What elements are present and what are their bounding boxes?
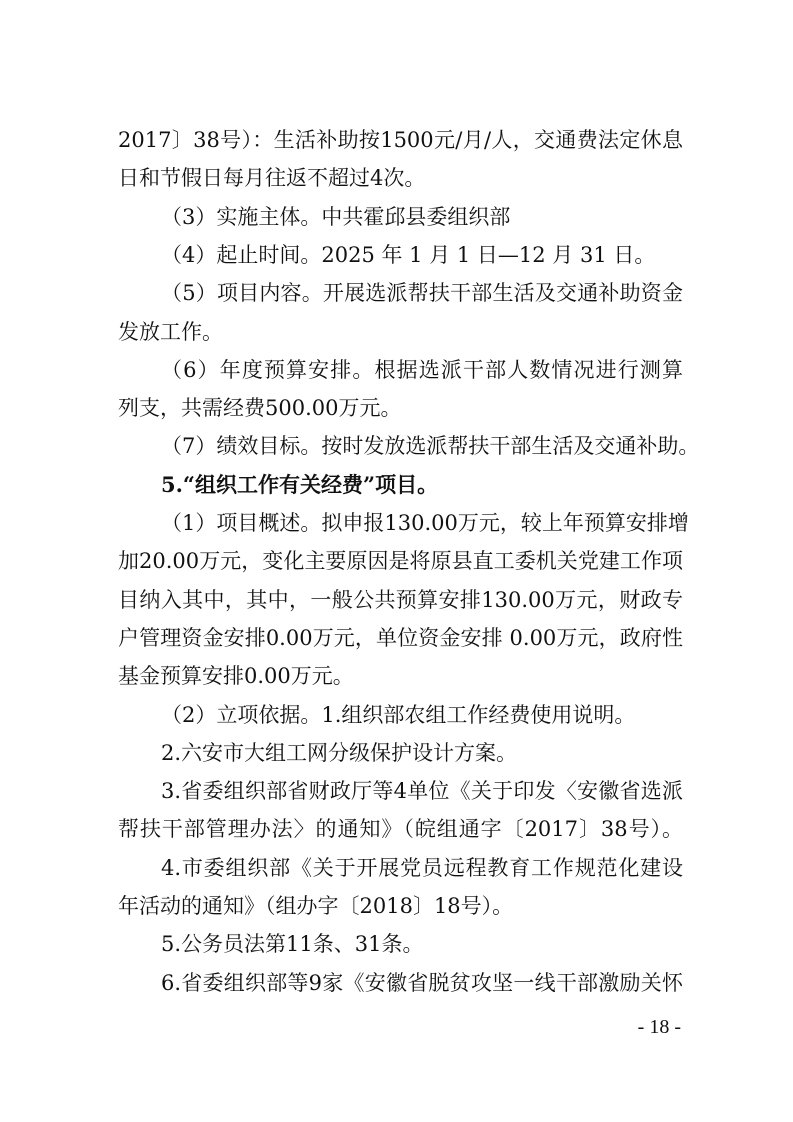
text-line: 3.省委组织部省财政厅等4单位《关于印发〈安徽省选派 <box>161 779 683 804</box>
text-line: 5.公务员法第11条、31条。 <box>161 932 424 957</box>
text-line: 列支，共需经费500.00万元。 <box>118 396 402 421</box>
text-line: （5）项目内容。开展选派帮扶干部生活及交通补助资金 <box>161 281 683 306</box>
text-line: （7）绩效目标。按时发放选派帮扶干部生活及交通补助。 <box>161 434 700 459</box>
text-line: （3）实施主体。中共霍邱县委组织部 <box>161 204 511 229</box>
section-heading: 5.“组织工作有关经费”项目。 <box>161 471 439 497</box>
text-line: 目纳入其中，其中，一般公共预算安排130.00万元，财政专 <box>118 587 683 612</box>
text-line: （1）项目概述。拟申报130.00万元，较上年预算安排增 <box>161 511 689 535</box>
text-line: 户管理资金安排0.00万元，单位资金安排 0.00万元，政府性 <box>118 625 683 650</box>
text-line: 2017〕38号）：生活补助按1500元/月/人，交通费法定休息 <box>118 128 683 152</box>
text-line: 基金预算安排0.00万元。 <box>118 664 354 689</box>
text-line: 加20.00万元，变化主要原因是将原县直工委机关党建工作项 <box>118 549 683 574</box>
text-line: 2.六安市大组工网分级保护设计方案。 <box>161 740 518 765</box>
text-line: 年活动的通知》（组办字〔2018〕18号）。 <box>118 894 514 918</box>
text-line: （4）起止时间。2025 年 1 月 1 日—12 月 31 日。 <box>161 242 656 267</box>
text-line: 4.市委组织部《关于开展党员远程教育工作规范化建设 <box>161 855 683 880</box>
text-line: 6.省委组织部等9家《安徽省脱贫攻坚一线干部激励关怀 <box>161 970 683 995</box>
text-line: 日和节假日每月往返不超过4次。 <box>118 166 426 191</box>
text-line: （2）立项依据。1.组织部农组工作经费使用说明。 <box>161 702 636 727</box>
text-line: （6）年度预算安排。根据选派干部人数情况进行测算 <box>161 357 683 382</box>
text-line: 帮扶干部管理办法〉的通知》（皖组通字〔2017〕38号）。 <box>118 817 683 842</box>
page-number: - 18 - <box>637 1016 681 1038</box>
text-line: 发放工作。 <box>118 319 223 344</box>
